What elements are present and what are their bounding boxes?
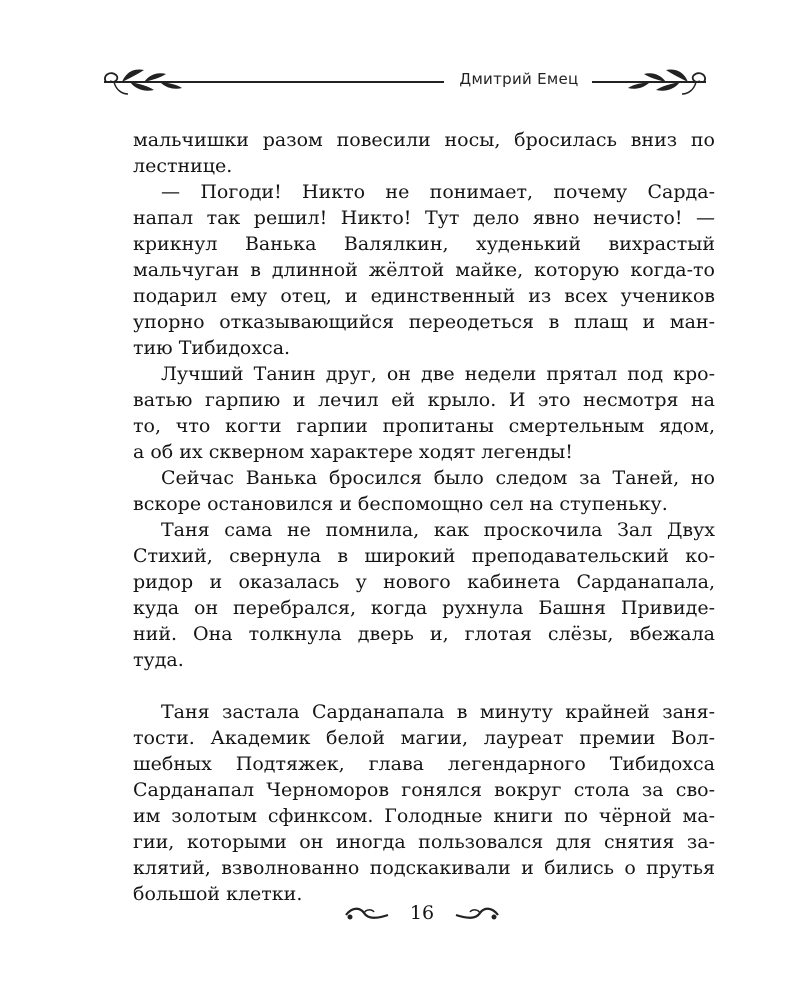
text-line: ний. Она толкнула дверь и, глотая слёзы, вбежала (133, 623, 715, 645)
text-line: Таня застала Сарданапала в минуту крайней заня- (161, 701, 715, 723)
swirl-ornament-right-icon (454, 905, 500, 925)
text-line: мальчишки разом повесили носы, бросилась вниз по (133, 129, 715, 151)
paragraph (133, 361, 715, 465)
text-line: Стихий, свернула в широкий преподавательский ко- (133, 545, 715, 567)
text-line: туда. (133, 649, 184, 671)
paragraph (133, 699, 715, 907)
text-line: напал так решил! Никто! Тут дело явно нечисто! — (133, 207, 715, 229)
text-line: то, что когти гарпии пропитаны смертельным ядом, (133, 415, 715, 437)
text-line: тости. Академик белой магии, лауреат премии Вол- (133, 727, 715, 749)
paragraph (133, 517, 715, 673)
swirl-ornament-left-icon (344, 905, 390, 925)
paragraph (133, 179, 715, 361)
page-footer (0, 900, 800, 930)
text-line: клятий, взволнованно подскакивали и бились о прутья (133, 857, 715, 879)
paragraph (133, 127, 715, 179)
paragraph (133, 465, 715, 517)
floral-ornament-left-icon (100, 56, 220, 100)
text-line: Сейчас Ванька бросился было следом за Таней, но (161, 467, 715, 489)
text-line: Лучший Танин друг, он две недели прятал под кро- (161, 363, 715, 385)
text-line: лестнице. (133, 155, 233, 177)
running-header (100, 56, 710, 100)
text-line: мальчуган в длинной жёлтой майке, которую когда-то (133, 259, 715, 281)
text-line: куда он перебрался, когда рухнула Башня Привиде- (133, 597, 715, 619)
text-line: вскоре остановился и беспомощно сел на ступеньку. (133, 493, 668, 515)
running-header-author: Дмитрий Емец (459, 70, 579, 88)
text-line: большой клетки. (133, 883, 303, 905)
text-line: тию Тибидохса. (133, 337, 291, 359)
text-line: гии, которыми он иногда пользовался для снятия за- (133, 831, 715, 853)
text-line: им золотым сфинксом. Голодные книги по чёрной ма- (133, 805, 715, 827)
text-line: ридор и оказалась у нового кабинета Сарданапала, (133, 571, 715, 593)
page-body-text (133, 127, 715, 907)
header-rule-left (218, 81, 444, 83)
text-line: Сарданапал Черноморов гонялся вокруг стола за сво- (133, 779, 715, 801)
text-line: Таня сама не помнила, как проскочила Зал Двух (161, 519, 715, 541)
text-line: а об их скверном характере ходят легенды! (133, 441, 573, 463)
text-line: подарил ему отец, и единственный из всех учеников (133, 285, 715, 307)
text-line: ватью гарпию и лечил ей крыло. И это несмотря на (133, 389, 715, 411)
text-line: упорно отказывающийся переодеться в плащ и ман- (133, 311, 715, 333)
text-line: — Погоди! Никто не понимает, почему Сарда- (161, 181, 715, 203)
text-line: шебных Подтяжек, глава легендарного Тибидохса (133, 753, 715, 775)
page-number: 16 (409, 902, 435, 924)
text-line: крикнул Ванька Валялкин, худенький вихрастый (133, 233, 715, 255)
floral-ornament-right-icon (590, 56, 710, 100)
